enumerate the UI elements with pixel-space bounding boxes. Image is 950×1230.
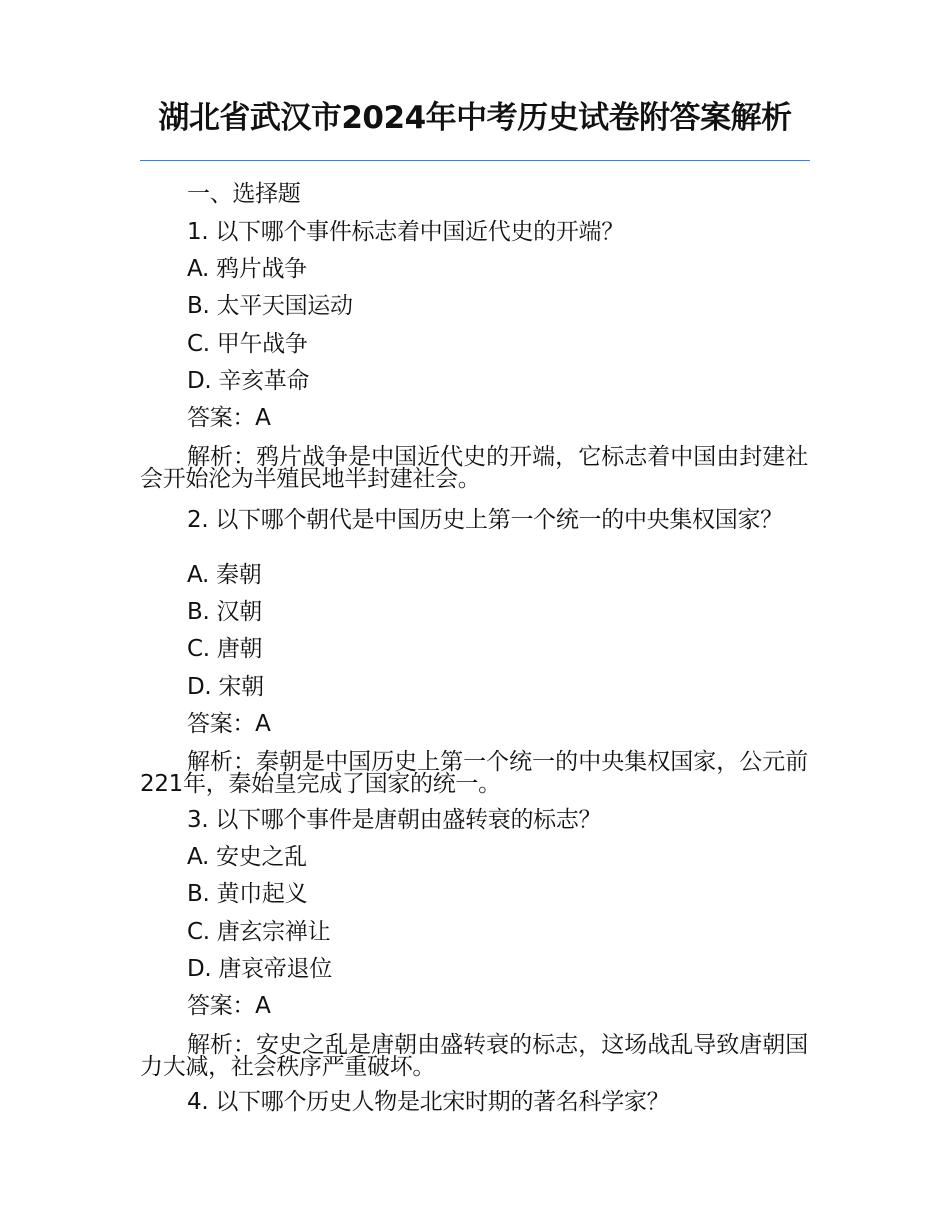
explanation: 解析：秦朝是中国历史上第一个统一的中央集权国家，公元前221年，秦始皇完成了国家的统一。 xyxy=(140,749,808,797)
option-c: C. 甲午战争 xyxy=(187,331,308,357)
option-b: B. 太平天国运动 xyxy=(187,293,353,319)
option-b: B. 黄巾起义 xyxy=(187,881,308,907)
question-stem: 2. 以下哪个朝代是中国历史上第一个统一的中央集权国家？ xyxy=(187,507,783,533)
answer: 答案：A xyxy=(187,993,271,1019)
option-d: D. 宋朝 xyxy=(187,674,264,700)
document-title: 湖北省武汉市2024年中考历史试卷附答案解析 xyxy=(158,100,792,136)
option-a: A. 鸦片战争 xyxy=(187,256,307,282)
explanation: 解析：鸦片战争是中国近代史的开端，它标志着中国由封建社会开始沦为半殖民地半封建社会。 xyxy=(140,444,808,492)
question-stem: 1. 以下哪个事件标志着中国近代史的开端？ xyxy=(187,219,624,245)
option-b: B. 汉朝 xyxy=(187,599,262,625)
section-heading: 一、选择题 xyxy=(187,181,301,207)
explanation: 解析：安史之乱是唐朝由盛转衰的标志，这场战乱导致唐朝国力大减，社会秩序严重破坏。 xyxy=(140,1032,808,1080)
answer: 答案：A xyxy=(187,405,271,431)
question-stem: 4. 以下哪个历史人物是北宋时期的著名科学家？ xyxy=(187,1089,670,1115)
option-a: A. 秦朝 xyxy=(187,562,262,588)
option-c: C. 唐玄宗禅让 xyxy=(187,919,331,945)
title-underline xyxy=(140,160,810,161)
option-d: D. 唐哀帝退位 xyxy=(187,956,332,982)
option-c: C. 唐朝 xyxy=(187,636,263,662)
answer: 答案：A xyxy=(187,711,271,737)
question-stem: 3. 以下哪个事件是唐朝由盛转衰的标志？ xyxy=(187,807,602,833)
option-d: D. 辛亥革命 xyxy=(187,368,310,394)
option-a: A. 安史之乱 xyxy=(187,844,307,870)
